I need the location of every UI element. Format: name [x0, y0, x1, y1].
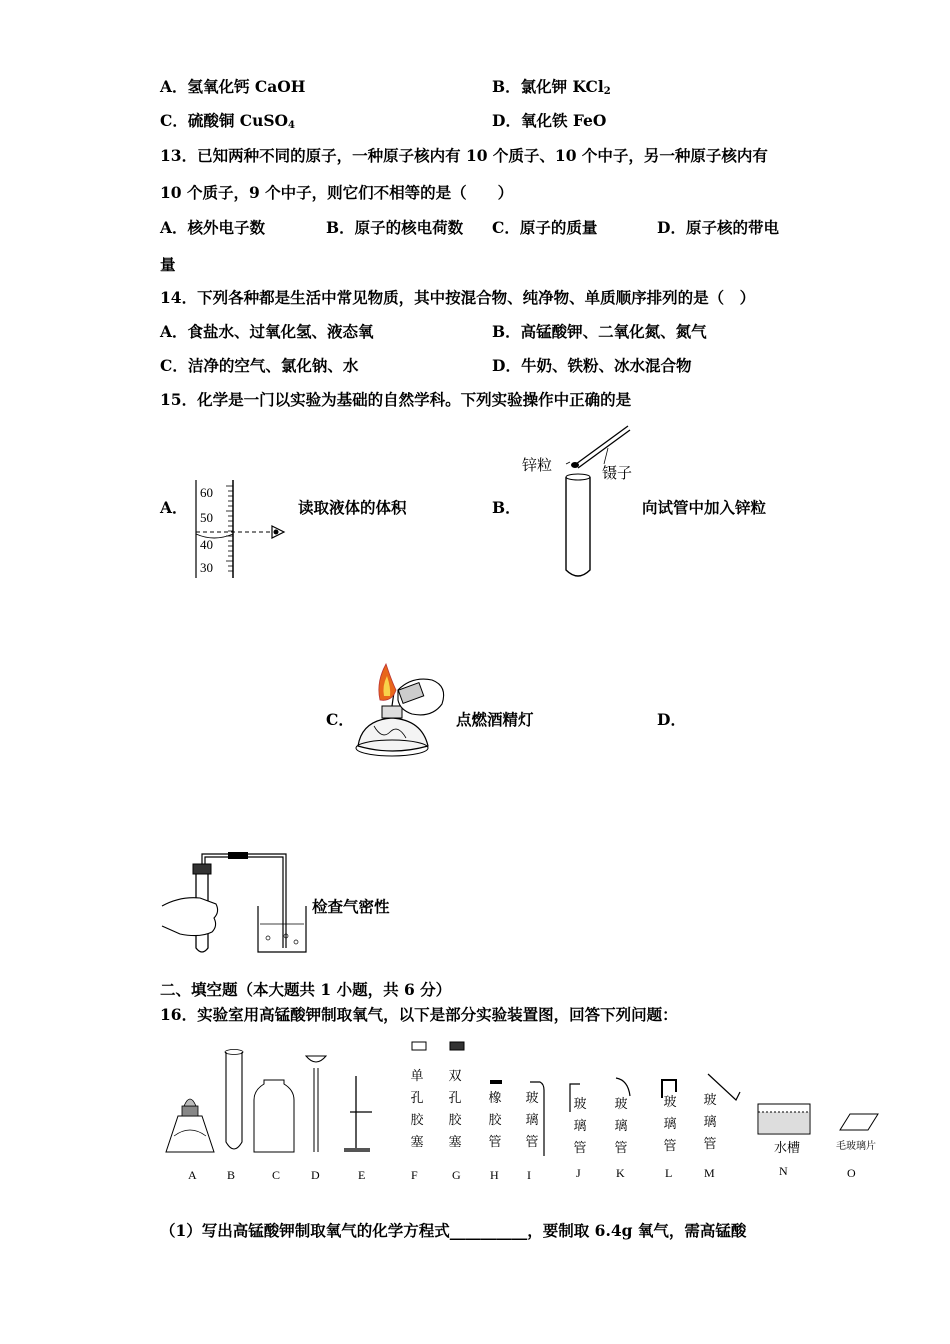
q13-stem-line1: 13．已知两种不同的原子，一种原子核内有 10 个质子、10 个中子，另一种原子核内有: [160, 146, 768, 165]
q15-option-c-text: 点燃酒精灯: [456, 710, 534, 729]
q15-option-a-text: 读取液体的体积: [298, 498, 407, 517]
apparatus-g-label: [447, 1066, 463, 1154]
apparatus-j-label-char: 管: [573, 1141, 587, 1156]
apparatus-g-label-char: 双: [448, 1069, 462, 1084]
q15-stem: 15．化学是一门以实验为基础的自然学科。下列实验操作中正确的是: [160, 390, 632, 409]
apparatus-n-label: 水槽: [773, 1141, 800, 1156]
apparatus-letter: N: [779, 1164, 788, 1178]
q16-subquestion-1: （1）写出高锰酸钾制取氧气的化学方程式__________，要制取 6.4g 氧气，需高锰酸: [160, 1221, 747, 1240]
apparatus-g-label-char: 孔: [448, 1091, 462, 1106]
apparatus-j-label: [572, 1094, 588, 1160]
apparatus-k-label-char: 璃: [614, 1119, 628, 1134]
apparatus-letter: B: [227, 1168, 236, 1182]
apparatus-b-test-tube: [225, 1050, 243, 1150]
q13-option-c: C．原子的质量: [492, 218, 598, 237]
apparatus-l-label-char: 璃: [663, 1117, 677, 1132]
apparatus-letter: C: [272, 1168, 281, 1182]
apparatus-j-label-char: 璃: [573, 1119, 587, 1134]
apparatus-letter: H: [490, 1168, 499, 1182]
apparatus-g-label-char: 塞: [448, 1135, 462, 1150]
apparatus-letter: O: [847, 1166, 856, 1180]
apparatus-f-stopper-icon: [412, 1042, 426, 1050]
apparatus-h-label-char: 胶: [488, 1113, 502, 1128]
q15-option-a-label: A．: [160, 498, 188, 517]
apparatus-o-label: 毛玻璃片: [836, 1141, 876, 1152]
tweezers-label: 镊子: [602, 464, 633, 482]
alcohol-lamp-lighting-figure: [352, 660, 452, 766]
apparatus-f-label-char: 单: [410, 1069, 424, 1084]
apparatus-j-label-char: 玻: [573, 1097, 587, 1112]
q16-stem: 16．实验室用高锰酸钾制取氧气，以下是部分实验装置图，回答下列问题：: [160, 1005, 678, 1024]
apparatus-i-label-char: 管: [525, 1135, 539, 1150]
apparatus-letter: I: [527, 1168, 531, 1182]
apparatus-letter: E: [358, 1168, 366, 1182]
q13-option-a: A．核外电子数: [160, 218, 266, 237]
apparatus-n-water-trough: [758, 1104, 810, 1134]
q14-stem: 14．下列各种都是生活中常见物质，其中按混合物、纯净物、单质顺序排列的是（ ）: [160, 288, 756, 307]
section-2-heading: 二、填空题（本大题共 1 小题，共 6 分）: [160, 980, 452, 999]
apparatus-g-label-char: 胶: [448, 1113, 462, 1128]
apparatus-l-label-char: 玻: [663, 1095, 677, 1110]
apparatus-d-funnel: [306, 1056, 326, 1152]
test-tube-zinc-figure: [518, 422, 638, 584]
rubber-tube-icon: [228, 852, 248, 859]
apparatus-letter: J: [576, 1166, 581, 1180]
apparatus-k-label: [613, 1094, 629, 1160]
apparatus-letter: A: [188, 1168, 197, 1182]
q15-option-b-text: 向试管中加入锌粒: [642, 498, 767, 517]
apparatus-i-label: [524, 1088, 540, 1154]
hand-icon: [162, 898, 218, 936]
q15-option-d-label: D．: [657, 710, 686, 729]
q14-option-b: B．高锰酸钾、二氧化氮、氮气: [492, 322, 707, 341]
apparatus-c-gas-bottle: [254, 1080, 294, 1152]
apparatus-h-label-char: 管: [488, 1135, 502, 1150]
apparatus-f-label-char: 孔: [410, 1091, 424, 1106]
q12-option-c: [160, 111, 295, 136]
q12-option-c-text: C．硫酸铜 CuSO: [160, 111, 289, 130]
zinc-label: 锌粒: [522, 456, 553, 474]
q12-option-b-text: B．氯化钾 KCl: [492, 77, 604, 96]
apparatus-letter: F: [411, 1168, 418, 1182]
apparatus-letter: L: [665, 1166, 673, 1180]
apparatus-m-label-char: 玻: [703, 1093, 717, 1108]
q14-option-d: D．牛奶、铁粉、冰水混合物: [492, 356, 692, 375]
apparatus-h-rubber-tube-icon: [490, 1080, 502, 1084]
apparatus-o-glass-slide-icon: [840, 1114, 878, 1130]
apparatus-letter: K: [616, 1166, 625, 1180]
apparatus-letter: M: [704, 1166, 715, 1180]
q15-option-d-text: 检查气密性: [312, 897, 390, 916]
q12-option-d: D．氧化铁 FeO: [492, 111, 607, 130]
q13-option-b: B．原子的核电荷数: [326, 218, 464, 237]
cylinder-tick-60: 60: [200, 485, 213, 500]
apparatus-letter: D: [311, 1168, 320, 1182]
airtightness-check-figure: [160, 846, 310, 958]
apparatus-f-label: [409, 1066, 425, 1154]
apparatus-m-label-char: 管: [703, 1137, 717, 1152]
apparatus-k-label-char: 管: [614, 1141, 628, 1156]
apparatus-f-label-char: 塞: [410, 1135, 424, 1150]
cylinder-tick-40: 40: [200, 537, 213, 552]
graduated-cylinder-figure: [190, 478, 300, 580]
q12-option-a: A．氢氧化钙 CaOH: [160, 77, 306, 96]
q14-option-c: C．洁净的空气、氯化钠、水: [160, 356, 359, 375]
apparatus-i-label-char: 玻: [525, 1091, 539, 1106]
apparatus-i-label-char: 璃: [525, 1113, 539, 1128]
apparatus-m-label-char: 璃: [703, 1115, 717, 1130]
q13-option-d-continued: 量: [160, 255, 176, 274]
apparatus-k-label-char: 玻: [614, 1097, 628, 1112]
apparatus-h-label-char: 橡: [488, 1091, 502, 1106]
apparatus-letter: G: [452, 1168, 461, 1182]
q14-option-a: A．食盐水、过氧化氢、液态氧: [160, 322, 374, 341]
q12-option-b: [492, 77, 611, 102]
q12-option-c-subscript: 4: [288, 120, 296, 131]
cylinder-tick-30: 30: [200, 560, 213, 575]
q13-stem-line2: 10 个质子，9 个中子，则它们不相等的是（ ）: [160, 183, 514, 202]
apparatus-m-label: [702, 1090, 718, 1156]
apparatus-a-alcohol-lamp: [166, 1099, 214, 1152]
apparatus-f-label-char: 胶: [410, 1113, 424, 1128]
zinc-granule-icon: [571, 462, 579, 468]
apparatus-l-label-char: 管: [663, 1139, 677, 1154]
apparatus-g-stopper-icon: [450, 1042, 464, 1050]
q15-option-b-label: B．: [492, 498, 521, 517]
cylinder-tick-50: 50: [200, 510, 213, 525]
q13-option-d: D．原子核的带电: [657, 218, 779, 237]
apparatus-l-label: [662, 1092, 678, 1158]
stopper-icon: [193, 864, 211, 874]
q15-option-c-label: C．: [326, 710, 354, 729]
apparatus-e-iron-stand: [344, 1076, 372, 1152]
apparatus-h-label: [487, 1088, 503, 1154]
q12-option-b-subscript: 2: [603, 86, 611, 97]
